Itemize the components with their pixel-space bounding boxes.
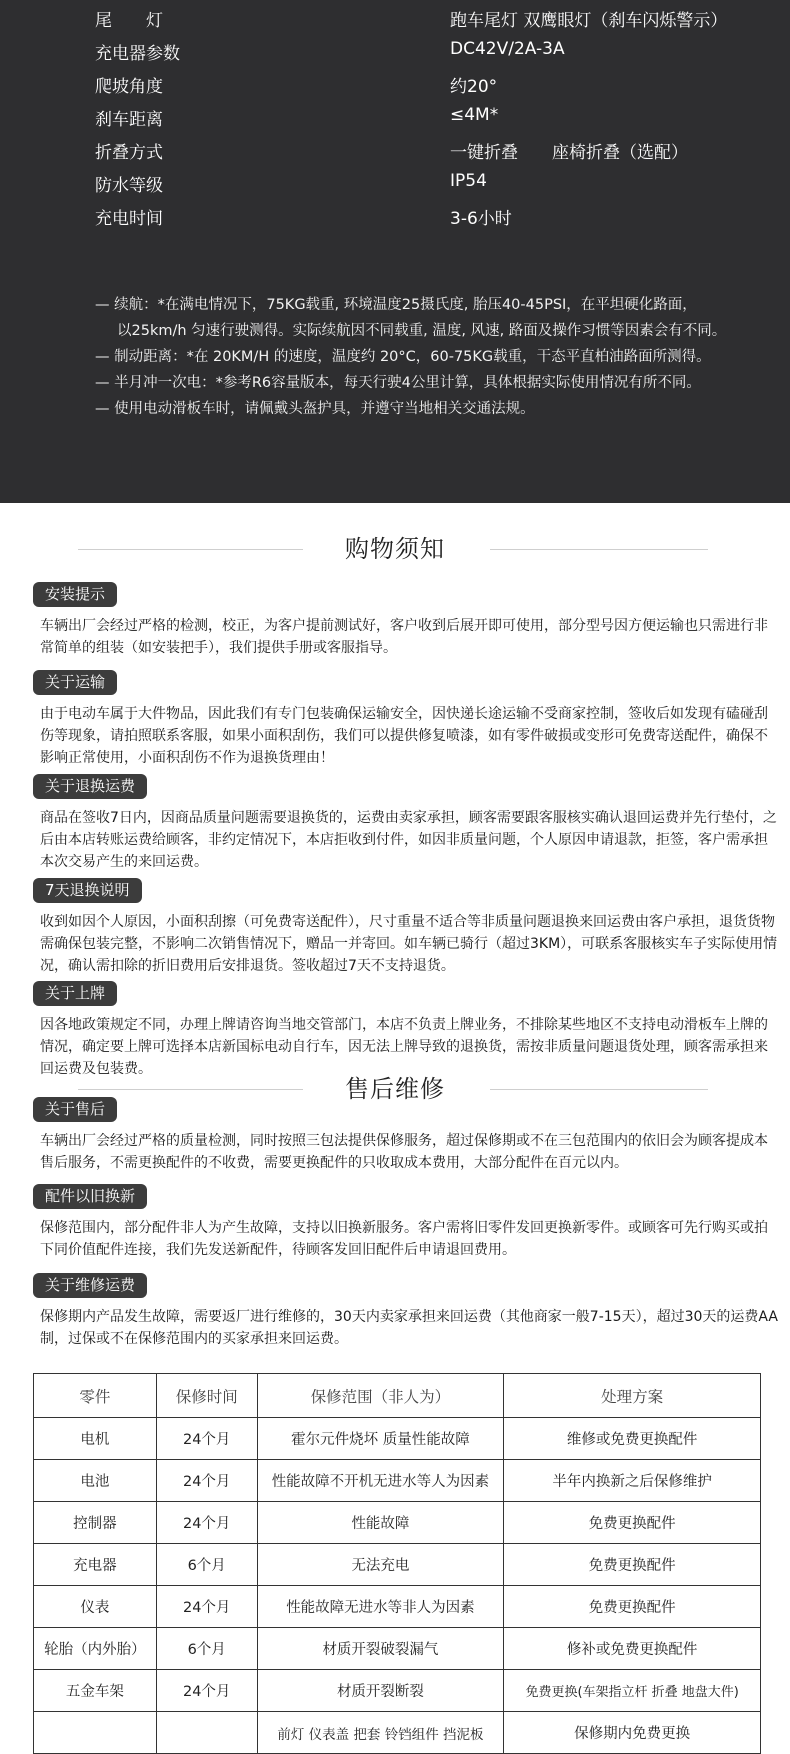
- spec-row: [0, 105, 790, 138]
- section-tag: 7天退换说明: [33, 878, 142, 903]
- table-row: [34, 1628, 761, 1670]
- table-cell: 性能故障不开机无进水等人为因素: [257, 1460, 504, 1502]
- section-tag: 关于运输: [33, 670, 117, 695]
- table-cell: 修补或免费更换配件: [504, 1628, 761, 1670]
- after-sales-section-title: [0, 1069, 790, 1109]
- spec-panel: [0, 0, 790, 503]
- note-line: — 制动距离：*在 20KM/H 的速度，温度约 20°C，60-75KG载重，干态平直柏油路面所测得。: [95, 349, 711, 365]
- page-title: 购物须知: [345, 535, 445, 563]
- column-header: 保修时间: [156, 1374, 257, 1418]
- spec-row: [0, 138, 790, 171]
- spec-row: [0, 6, 790, 39]
- spec-key: 充电时间: [95, 209, 163, 229]
- note-line: — 半月冲一次电：*参考R6容量版本，每天行驶4公里计算，具体根据实际使用情况有所不同。: [95, 375, 701, 391]
- table-cell: 24个月: [156, 1460, 257, 1502]
- section-text: 收到如因个人原因，小面积刮擦（可免费寄送配件），尺寸重量不适合等非质量问题退换来回运费由客户承担，退货货物需确保包装完整，不影响二次销售情况下，赠品一并寄回。如车辆已骑行（超过3KM），可联系客服核实车子实际使用情况，确认需扣除的折旧费用后安排退货。签收超过7天不支持退货。: [40, 914, 778, 974]
- section-text: 商品在签收7日内，因商品质量问题需要退换货的，运费由卖家承担，顾客需要跟客服核实确认退回运费并先行垫付，之后由本店转账运费给顾客，非约定情况下，本店拒收到付件，如因非质量问题，个人原因申请退款，拒签，客户需承担本次交易产生的来回运费。: [40, 810, 777, 870]
- table-cell: 霍尔元件烧坏 质量性能故障: [257, 1418, 504, 1460]
- table-cell: 前灯 仪表盖 把套 铃铛组件 挡泥板: [257, 1712, 504, 1754]
- column-header: 保修范围（非人为）: [257, 1374, 504, 1418]
- table-cell: 保修期内免费更换: [504, 1712, 761, 1754]
- spec-notes: [95, 292, 775, 422]
- table-cell: 五金车架: [34, 1670, 157, 1712]
- section-text: 车辆出厂会经过严格的检测，校正，为客户提前测试好，客户收到后展开即可使用，部分型号因方便运输也只需进行非常简单的组装（如安装把手），我们提供手册或客服指导。: [40, 618, 768, 656]
- spec-key: 爬坡角度: [95, 77, 163, 97]
- note-line: 以25km/h 匀速行驶测得。实际续航因不同载重, 温度, 风速, 路面及操作习惯等因素会有不同。: [117, 323, 727, 339]
- spec-row: [0, 39, 790, 72]
- section-tag: 关于退换运费: [33, 774, 147, 799]
- column-header: 零件: [34, 1374, 157, 1418]
- table-cell: 免费更换(车架指立杆 折叠 地盘大件): [504, 1670, 761, 1712]
- note-line: — 使用电动滑板车时，请佩戴头盔护具，并遵守当地相关交通法规。: [95, 401, 535, 417]
- spec-key: 折叠方式: [95, 143, 163, 163]
- spec-key: 尾 灯: [95, 11, 163, 31]
- table-cell: 充电器: [34, 1544, 157, 1586]
- table-cell: 免费更换配件: [504, 1544, 761, 1586]
- table-cell: 材质开裂破裂漏气: [257, 1628, 504, 1670]
- spec-key: 充电器参数: [95, 44, 180, 64]
- table-cell: 性能故障: [257, 1502, 504, 1544]
- table-cell: [34, 1712, 157, 1754]
- shopping-section-title: [0, 529, 790, 569]
- spec-value: 一键折叠 座椅折叠（选配）: [450, 143, 688, 163]
- column-header: 处理方案: [504, 1374, 761, 1418]
- table-cell: 24个月: [156, 1586, 257, 1628]
- table-row: [34, 1544, 761, 1586]
- spec-value: 3-6小时: [450, 209, 512, 229]
- section-tag: 关于维修运费: [33, 1273, 147, 1298]
- spec-value: DC42V/2A-3A: [450, 39, 565, 59]
- table-cell: 24个月: [156, 1670, 257, 1712]
- section-text: 保修期内产品发生故障，需要返厂进行维修的，30天内卖家承担来回运费（其他商家一般7-15天），超过30天的运费AA制，过保或不在保修范围内的买家承担来回运费。: [40, 1309, 778, 1347]
- spec-row: [0, 72, 790, 105]
- spec-key: 防水等级: [95, 176, 163, 196]
- table-cell: 免费更换配件: [504, 1502, 761, 1544]
- note-line: — 续航：*在满电情况下，75KG载重, 环境温度25摄氏度, 胎压40-45PSI，在平坦硬化路面，: [95, 297, 697, 313]
- table-cell: 材质开裂断裂: [257, 1670, 504, 1712]
- table-cell: 仪表: [34, 1586, 157, 1628]
- spec-row: [0, 204, 790, 237]
- section-text: 保修范围内，部分配件非人为产生故障，支持以旧换新服务。客户需将旧零件发回更换新零件。或顾客可先行购买或拍下同价值配件连接，我们先发送新配件，待顾客发回旧配件后申请退回费用。: [40, 1220, 768, 1258]
- table-cell: 半年内换新之后保修维护: [504, 1460, 761, 1502]
- warranty-table: [33, 1373, 761, 1754]
- table-cell: 电机: [34, 1418, 157, 1460]
- spec-value: 约20°: [450, 77, 498, 97]
- section-tag: 安装提示: [33, 582, 117, 607]
- table-cell: 6个月: [156, 1544, 257, 1586]
- table-row: [34, 1418, 761, 1460]
- table-cell: 电池: [34, 1460, 157, 1502]
- table-cell: [156, 1712, 257, 1754]
- table-cell: 维修或免费更换配件: [504, 1418, 761, 1460]
- table-cell: 无法充电: [257, 1544, 504, 1586]
- spec-row: [0, 171, 790, 204]
- table-cell: 性能故障无进水等非人为因素: [257, 1586, 504, 1628]
- spec-key: 刹车距离: [95, 110, 163, 130]
- table-cell: 免费更换配件: [504, 1586, 761, 1628]
- table-cell: 6个月: [156, 1628, 257, 1670]
- table-cell: 24个月: [156, 1418, 257, 1460]
- spec-value: ≤4M*: [450, 105, 499, 125]
- table-row: [34, 1670, 761, 1712]
- section-text: 车辆出厂会经过严格的质量检测，同时按照三包法提供保修服务，超过保修期或不在三包范围内的依旧会为顾客提成本售后服务，不需更换配件的不收费，需要更换配件的只收取成本费用，大部分配件在百元以内。: [40, 1133, 768, 1171]
- section-text: 因各地政策规定不同，办理上牌请咨询当地交管部门，本店不负责上牌业务，不排除某些地区不支持电动滑板车上牌的情况，确定要上牌可选择本店新国标电动自行车，因无法上牌导致的退换货，需按非质量问题退货处理，顾客需承担来回运费及包装费。: [40, 1017, 768, 1077]
- section-tag: 配件以旧换新: [33, 1184, 147, 1209]
- table-cell: 24个月: [156, 1502, 257, 1544]
- section-tag: 关于售后: [33, 1097, 117, 1122]
- table-row: [34, 1502, 761, 1544]
- table-header-row: [34, 1374, 761, 1418]
- table-row: [34, 1586, 761, 1628]
- spec-value: 跑车尾灯 双鹰眼灯（刹车闪烁警示）: [450, 11, 728, 31]
- spec-value: IP54: [450, 171, 487, 191]
- section-text: 由于电动车属于大件物品，因此我们有专门包装确保运输安全，因快递长途运输不受商家控制，签收后如发现有磕碰刮伤等现象，请拍照联系客服，如果小面积刮伤，我们可以提供修复喷漆，如有零件破损或变形可免费寄送配件，确保不影响正常使用，小面积刮伤不作为退换货理由！: [40, 706, 768, 766]
- section-tag: 关于上牌: [33, 981, 117, 1006]
- table-cell: 轮胎（内外胎）: [34, 1628, 157, 1670]
- page-title: 售后维修: [345, 1075, 445, 1103]
- table-row: [34, 1712, 761, 1754]
- table-cell: 控制器: [34, 1502, 157, 1544]
- table-row: [34, 1460, 761, 1502]
